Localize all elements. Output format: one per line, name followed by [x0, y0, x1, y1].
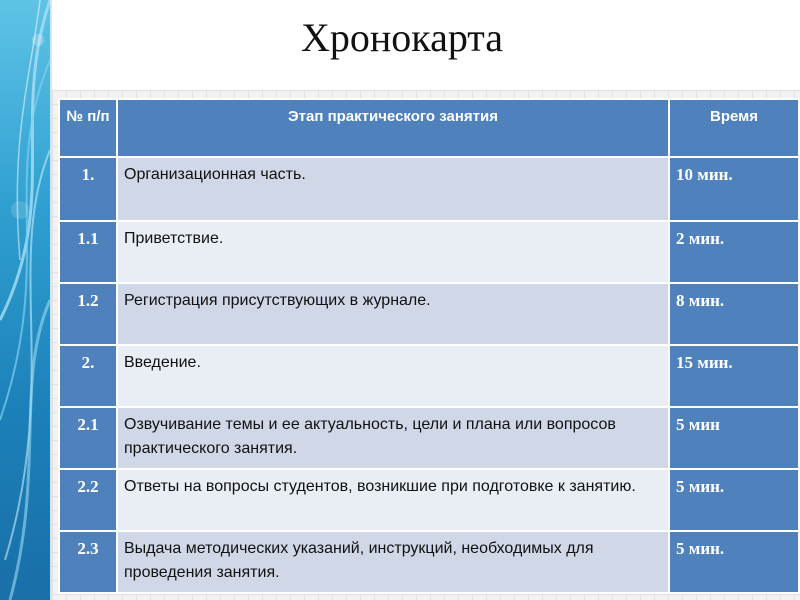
header-num: № п/п [59, 99, 117, 157]
row-num: 2.3 [59, 531, 117, 593]
row-stage: Введение. [117, 345, 669, 407]
header-time: Время [669, 99, 799, 157]
row-num: 2. [59, 345, 117, 407]
row-time: 5 мин [669, 407, 799, 469]
row-time: 5 мин. [669, 531, 799, 593]
table-header-row [59, 99, 799, 157]
row-time: 2 мин. [669, 221, 799, 283]
header-stage: Этап практического занятия [117, 99, 669, 157]
row-num: 2.1 [59, 407, 117, 469]
row-stage: Выдача методических указаний, инструкций, необходимых для проведения занятия. [117, 531, 669, 593]
row-num: 1. [59, 157, 117, 221]
row-num: 2.2 [59, 469, 117, 531]
row-stage: Ответы на вопросы студентов, возникшие при подготовке к занятию. [117, 469, 669, 531]
page-title: Хронокарта [300, 15, 504, 60]
table-row [59, 469, 799, 531]
decorative-side-band [0, 0, 50, 600]
row-time: 15 мин. [669, 345, 799, 407]
row-stage: Приветствие. [117, 221, 669, 283]
table-row [59, 531, 799, 593]
table-row [59, 345, 799, 407]
table-row [59, 283, 799, 345]
row-time: 5 мин. [669, 469, 799, 531]
table-row [59, 157, 799, 221]
wave-decoration-icon [0, 0, 50, 600]
table-row [59, 407, 799, 469]
row-time: 8 мин. [669, 283, 799, 345]
row-num: 1.1 [59, 221, 117, 283]
row-stage: Организационная часть. [117, 157, 669, 221]
row-stage: Регистрация присутствующих в журнале. [117, 283, 669, 345]
table-row [59, 221, 799, 283]
row-time: 10 мин. [669, 157, 799, 221]
row-stage: Озвучивание темы и ее актуальность, цели и плана или вопросов практического занятия. [117, 407, 669, 469]
row-num: 1.2 [59, 283, 117, 345]
chronocard-table [58, 98, 800, 594]
